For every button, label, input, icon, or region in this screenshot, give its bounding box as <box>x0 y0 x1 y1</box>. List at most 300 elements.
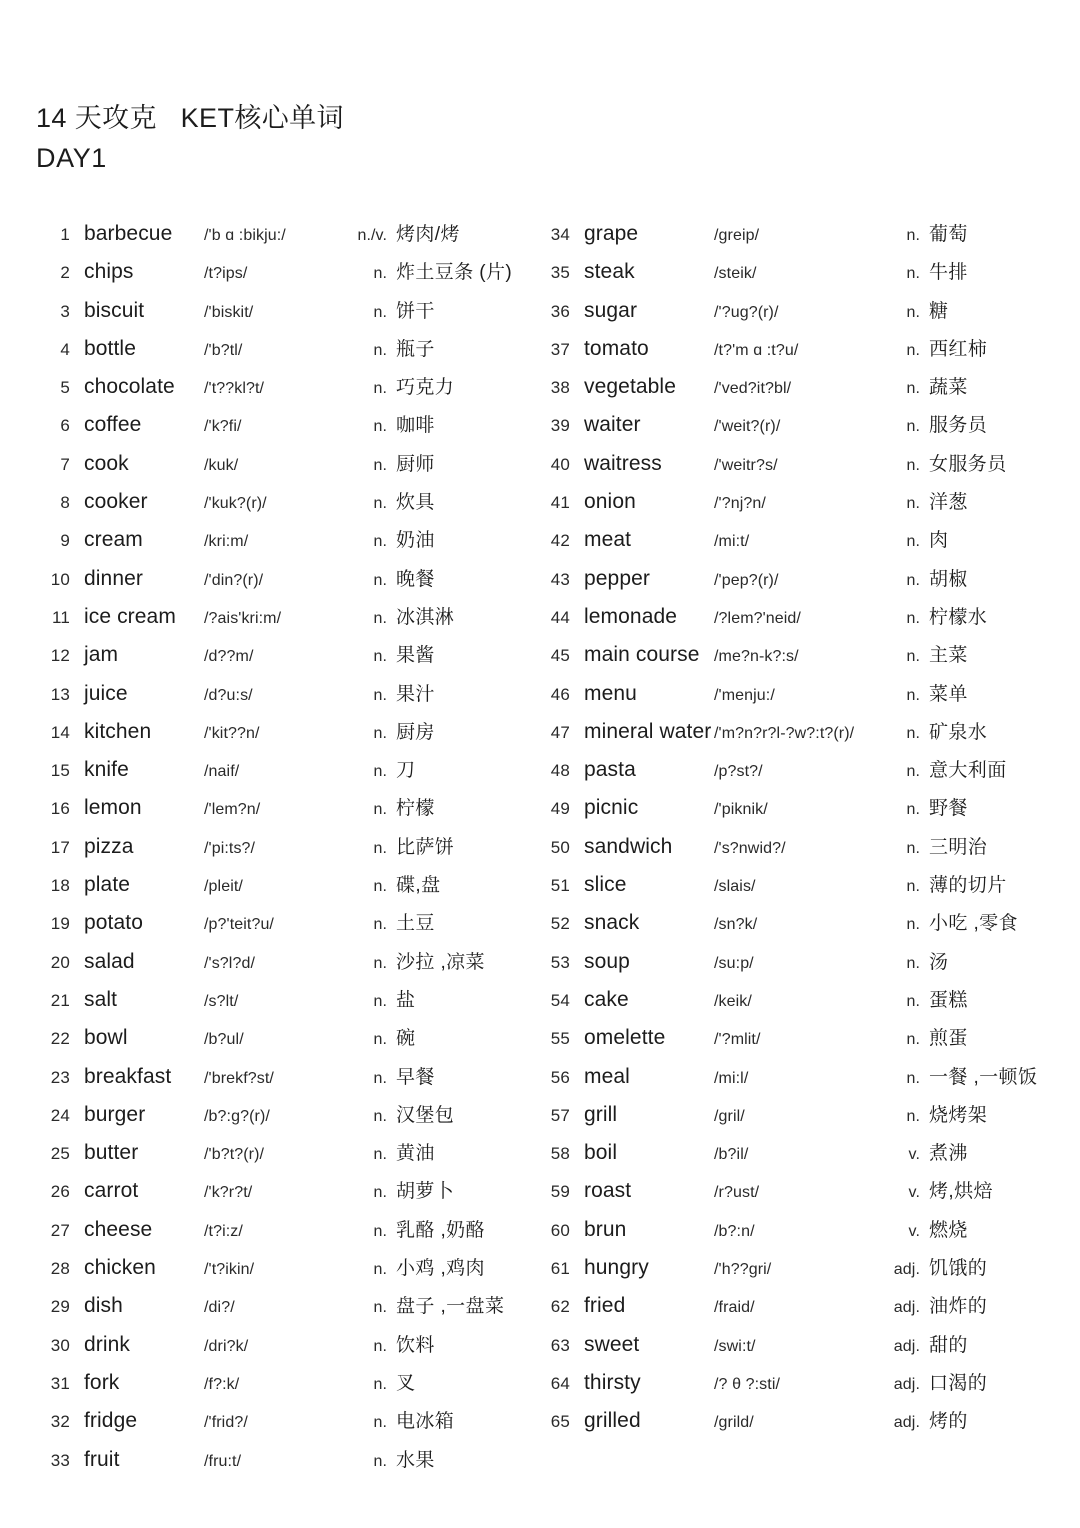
vocabulary-row <box>36 1330 536 1368</box>
vocabulary-row <box>536 372 1056 410</box>
vocabulary-row <box>36 1062 536 1100</box>
entry-phonetic: /fru:t/ <box>204 1452 242 1470</box>
entry-word: dish <box>84 1294 123 1318</box>
entry-number: 54 <box>550 990 570 1010</box>
entry-phonetic: /b?il/ <box>714 1146 749 1164</box>
entry-part-of-speech: n. <box>906 495 920 513</box>
entry-part-of-speech: n. <box>906 1107 920 1125</box>
entry-word: mineral water <box>584 719 712 743</box>
entry-phonetic: /?lem?'neid/ <box>714 609 801 627</box>
entry-number: 1 <box>60 225 70 244</box>
entry-meaning: 糖 <box>929 300 949 322</box>
entry-phonetic: /'s?nwid?/ <box>714 839 786 857</box>
entry-phonetic: /kri:m/ <box>204 533 249 551</box>
entry-meaning: 饥饿的 <box>929 1258 988 1280</box>
entry-phonetic: /keik/ <box>714 992 752 1010</box>
entry-number: 44 <box>550 607 570 627</box>
entry-word: carrot <box>84 1179 139 1203</box>
entry-part-of-speech: v. <box>908 1184 920 1202</box>
entry-phonetic: /fraid/ <box>714 1299 755 1317</box>
entry-part-of-speech: n. <box>373 724 387 742</box>
entry-meaning: 油炸的 <box>929 1296 988 1318</box>
entry-phonetic: /'?ug?(r)/ <box>714 303 779 321</box>
entry-phonetic: /b?:n/ <box>714 1222 755 1240</box>
vocabulary-row <box>536 334 1056 372</box>
entry-part-of-speech: n. <box>373 380 387 398</box>
entry-phonetic: /swi:t/ <box>714 1337 756 1355</box>
vocabulary-row <box>36 1406 536 1444</box>
entry-word: salad <box>84 949 135 973</box>
entry-phonetic: /dri?k/ <box>204 1337 249 1355</box>
vocabulary-row <box>536 755 1056 793</box>
entry-word: cheese <box>84 1217 153 1241</box>
entry-word: soup <box>584 949 630 973</box>
vocabulary-row <box>36 1445 536 1483</box>
entry-part-of-speech: n. <box>906 380 920 398</box>
entry-part-of-speech: n. <box>373 801 387 819</box>
entry-number: 17 <box>50 837 70 857</box>
entry-phonetic: /t?ips/ <box>204 265 248 283</box>
entry-phonetic: /grild/ <box>714 1414 754 1432</box>
entry-word: fork <box>84 1370 120 1394</box>
entry-number: 42 <box>550 531 570 551</box>
entry-phonetic: /'b?t?(r)/ <box>204 1146 265 1164</box>
entry-meaning: 煮沸 <box>929 1143 968 1165</box>
entry-phonetic: /'?mlit/ <box>714 1031 761 1049</box>
vocabulary-row <box>536 257 1056 295</box>
entry-part-of-speech: adj. <box>893 1414 920 1432</box>
entry-word: salt <box>84 987 118 1011</box>
vocabulary-row <box>36 1100 536 1138</box>
entry-number: 38 <box>550 378 570 398</box>
entry-part-of-speech: n. <box>906 763 920 781</box>
entry-number: 19 <box>50 914 70 934</box>
entry-number: 56 <box>550 1067 570 1087</box>
vocabulary-row <box>36 1138 536 1176</box>
entry-part-of-speech: v. <box>908 1222 920 1240</box>
entry-word: hungry <box>584 1256 649 1280</box>
entry-number: 15 <box>50 761 70 781</box>
entry-part-of-speech: n. <box>373 1184 387 1202</box>
vocabulary-row <box>36 487 536 525</box>
document-title-block <box>36 98 736 178</box>
entry-number: 14 <box>50 722 70 742</box>
vocabulary-row <box>536 679 1056 717</box>
entry-word: kitchen <box>84 719 152 743</box>
entry-word: lemonade <box>584 604 678 628</box>
entry-number: 32 <box>50 1412 70 1432</box>
vocabulary-row <box>536 870 1056 908</box>
entry-part-of-speech: n. <box>373 1222 387 1240</box>
entry-meaning: 葡萄 <box>929 224 968 245</box>
entry-part-of-speech: n. <box>906 609 920 627</box>
entry-number: 53 <box>550 952 570 972</box>
entry-part-of-speech: n. <box>373 456 387 474</box>
entry-meaning: 服务员 <box>929 415 988 437</box>
entry-meaning: 巧克力 <box>396 377 455 399</box>
entry-number: 31 <box>50 1373 70 1393</box>
entry-word: omelette <box>584 1026 666 1050</box>
entry-number: 60 <box>550 1220 570 1240</box>
entry-word: burger <box>84 1102 146 1126</box>
vocabulary-row <box>36 679 536 717</box>
vocabulary-row <box>536 1291 1056 1329</box>
entry-meaning: 烤的 <box>929 1411 968 1433</box>
entry-number: 13 <box>50 684 70 704</box>
entry-number: 62 <box>550 1297 570 1317</box>
entry-number: 34 <box>550 225 570 244</box>
entry-word: cooker <box>84 490 148 514</box>
entry-number: 39 <box>550 416 570 436</box>
entry-part-of-speech: n. <box>373 1375 387 1393</box>
entry-part-of-speech: n. <box>906 801 920 819</box>
entry-number: 2 <box>60 263 70 283</box>
entry-part-of-speech: n. <box>906 1069 920 1087</box>
entry-phonetic: /'b ɑ :bikju:/ <box>204 227 286 244</box>
entry-word: plate <box>84 873 131 897</box>
entry-phonetic: /b?ul/ <box>204 1031 244 1049</box>
entry-word: cream <box>84 528 143 552</box>
vocabulary-row <box>36 449 536 487</box>
entry-part-of-speech: n. <box>373 878 387 896</box>
entry-meaning: 冰淇淋 <box>396 606 455 628</box>
entry-phonetic: /'pi:ts?/ <box>204 839 256 857</box>
entry-phonetic: /mi:t/ <box>714 533 750 551</box>
entry-meaning: 小吃 ,零食 <box>929 913 1018 935</box>
entry-word: waiter <box>584 413 641 437</box>
vocabulary-row <box>36 296 536 334</box>
entry-part-of-speech: n. <box>906 533 920 551</box>
entry-number: 61 <box>550 1259 570 1279</box>
entry-number: 29 <box>50 1297 70 1317</box>
vocabulary-row <box>536 1368 1056 1406</box>
entry-word: boil <box>584 1141 618 1165</box>
entry-number: 58 <box>550 1144 570 1164</box>
entry-phonetic: /me?n-k?:s/ <box>714 648 799 666</box>
vocabulary-row <box>36 1253 536 1291</box>
entry-part-of-speech: n. <box>906 686 920 704</box>
entry-meaning: 乳酪 ,奶酪 <box>396 1219 485 1241</box>
entry-meaning: 叉 <box>396 1372 416 1394</box>
entry-number: 36 <box>550 301 570 321</box>
vocabulary-row <box>536 1176 1056 1214</box>
entry-word: menu <box>584 681 637 705</box>
entry-meaning: 甜的 <box>929 1334 968 1356</box>
entry-number: 51 <box>550 876 570 896</box>
vocabulary-row <box>536 1023 1056 1061</box>
entry-meaning: 汤 <box>929 951 949 973</box>
entry-part-of-speech: n. <box>906 992 920 1010</box>
entry-phonetic: /'piknik/ <box>714 801 768 819</box>
entry-phonetic: /'t?ikin/ <box>204 1261 255 1279</box>
vocabulary-row <box>536 985 1056 1023</box>
vocabulary-row <box>536 602 1056 640</box>
entry-word: meal <box>584 1064 630 1088</box>
entry-phonetic: /b?:g?(r)/ <box>204 1107 270 1125</box>
entry-phonetic: /'frid?/ <box>204 1414 248 1432</box>
entry-part-of-speech: n. <box>373 1107 387 1125</box>
entry-part-of-speech: adj. <box>893 1375 920 1393</box>
entry-part-of-speech: n. <box>906 878 920 896</box>
vocabulary-row <box>36 717 536 755</box>
entry-number: 10 <box>50 569 70 589</box>
entry-number: 11 <box>51 607 70 627</box>
entry-number: 35 <box>550 263 570 283</box>
entry-word: main course <box>584 643 700 667</box>
vocabulary-row <box>36 832 536 870</box>
vocabulary-row <box>536 1215 1056 1253</box>
entry-number: 21 <box>50 990 70 1010</box>
entry-meaning: 土豆 <box>396 913 435 935</box>
entry-number: 41 <box>550 493 570 513</box>
entry-meaning: 主菜 <box>929 645 968 667</box>
entry-phonetic: /t?i:z/ <box>204 1222 243 1240</box>
entry-number: 6 <box>60 416 70 436</box>
entry-meaning: 晚餐 <box>396 568 435 590</box>
entry-word: grape <box>584 222 639 245</box>
vocabulary-row <box>536 525 1056 563</box>
entry-meaning: 煎蛋 <box>929 1028 968 1050</box>
vocabulary-row <box>536 793 1056 831</box>
entry-number: 65 <box>550 1412 570 1432</box>
day-heading: DAY1 <box>36 143 107 173</box>
vocabulary-row <box>36 908 536 946</box>
vocabulary-column-left <box>36 219 536 1483</box>
entry-number: 59 <box>550 1182 570 1202</box>
entry-phonetic: /di?/ <box>204 1299 235 1317</box>
entry-phonetic: /'k?fi/ <box>204 418 242 436</box>
entry-meaning: 水果 <box>396 1449 435 1471</box>
entry-meaning: 瓶子 <box>396 338 435 360</box>
entry-meaning: 炸土豆条 (片) <box>396 262 513 284</box>
entry-meaning: 比萨饼 <box>396 836 455 858</box>
entry-number: 55 <box>550 1029 570 1049</box>
entry-number: 20 <box>50 952 70 972</box>
entry-word: coffee <box>84 413 142 437</box>
entry-meaning: 饮料 <box>396 1334 435 1356</box>
entry-part-of-speech: n. <box>373 1414 387 1432</box>
entry-word: chicken <box>84 1256 156 1280</box>
entry-part-of-speech: adj. <box>893 1337 920 1355</box>
entry-meaning: 烤肉/烤 <box>396 224 460 245</box>
vocabulary-row <box>36 410 536 448</box>
vocabulary-row <box>36 793 536 831</box>
entry-number: 63 <box>550 1335 570 1355</box>
entry-meaning: 洋葱 <box>929 492 968 514</box>
vocabulary-row <box>536 219 1056 257</box>
entry-part-of-speech: n. <box>373 1031 387 1049</box>
vocabulary-row <box>36 1023 536 1061</box>
entry-phonetic: /?ais'kri:m/ <box>204 609 282 627</box>
entry-number: 30 <box>50 1335 70 1355</box>
entry-word: tomato <box>584 336 649 360</box>
vocabulary-row <box>36 334 536 372</box>
entry-word: drink <box>84 1332 131 1356</box>
entry-number: 50 <box>550 837 570 857</box>
entry-meaning: 矿泉水 <box>929 721 988 743</box>
entry-phonetic: /s?lt/ <box>204 992 239 1010</box>
entry-meaning: 碟,盘 <box>396 875 441 897</box>
entry-part-of-speech: n. <box>373 1337 387 1355</box>
entry-part-of-speech: n. <box>373 954 387 972</box>
entry-meaning: 果汁 <box>396 683 435 705</box>
entry-number: 47 <box>550 722 570 742</box>
entry-word: steak <box>584 260 635 284</box>
entry-meaning: 三明治 <box>929 836 988 858</box>
entry-meaning: 口渴的 <box>929 1372 988 1394</box>
entry-word: roast <box>584 1179 632 1203</box>
vocabulary-row <box>536 564 1056 602</box>
vocabulary-column-right <box>536 219 1056 1445</box>
entry-phonetic: /greip/ <box>714 227 760 244</box>
entry-meaning: 蛋糕 <box>929 989 968 1011</box>
entry-phonetic: /p?st?/ <box>714 763 763 781</box>
vocabulary-row <box>536 1406 1056 1444</box>
entry-phonetic: /? θ ?:sti/ <box>714 1375 781 1393</box>
entry-phonetic: /r?ust/ <box>714 1184 760 1202</box>
entry-number: 5 <box>60 378 70 398</box>
entry-meaning: 电冰箱 <box>396 1411 455 1433</box>
entry-meaning: 柠檬水 <box>929 606 988 628</box>
entry-number: 16 <box>50 799 70 819</box>
entry-word: meat <box>584 528 632 552</box>
entry-part-of-speech: n. <box>373 763 387 781</box>
entry-phonetic: /'t??kl?t/ <box>204 380 265 398</box>
entry-part-of-speech: n. <box>373 992 387 1010</box>
entry-phonetic: /mi:l/ <box>714 1069 749 1087</box>
entry-number: 37 <box>550 339 570 359</box>
entry-meaning: 汉堡包 <box>396 1104 455 1126</box>
entry-meaning: 燃烧 <box>929 1219 968 1241</box>
entry-number: 23 <box>50 1067 70 1087</box>
entry-number: 49 <box>550 799 570 819</box>
entry-part-of-speech: n. <box>906 265 920 283</box>
entry-part-of-speech: n. <box>373 533 387 551</box>
entry-word: onion <box>584 490 636 514</box>
entry-word: sandwich <box>584 834 673 858</box>
entry-part-of-speech: n. <box>906 648 920 666</box>
entry-part-of-speech: n./v. <box>357 227 387 244</box>
entry-phonetic: /'weit?(r)/ <box>714 418 781 436</box>
entry-part-of-speech: n. <box>373 1146 387 1164</box>
entry-phonetic: /'menju:/ <box>714 686 775 704</box>
entry-phonetic: /'brekf?st/ <box>204 1069 274 1087</box>
vocabulary-row <box>36 947 536 985</box>
entry-meaning: 烤,烘焙 <box>929 1181 993 1203</box>
entry-part-of-speech: n. <box>373 916 387 934</box>
entry-word: sweet <box>584 1332 640 1356</box>
entry-phonetic: /'m?n?r?l-?w?:t?(r)/ <box>714 724 855 742</box>
entry-number: 28 <box>50 1259 70 1279</box>
vocabulary-row <box>36 1215 536 1253</box>
entry-part-of-speech: n. <box>373 1261 387 1279</box>
entry-phonetic: /t?'m ɑ :t?u/ <box>714 341 799 359</box>
entry-part-of-speech: n. <box>373 495 387 513</box>
entry-meaning: 小鸡 ,鸡肉 <box>396 1258 485 1280</box>
entry-phonetic: /p?'teit?u/ <box>204 916 274 934</box>
entry-meaning: 果酱 <box>396 645 435 667</box>
entry-number: 8 <box>60 493 70 513</box>
entry-part-of-speech: n. <box>906 954 920 972</box>
page-title: 14 天攻克 KET核心单词 <box>36 103 344 133</box>
entry-meaning: 柠檬 <box>396 798 435 820</box>
entry-part-of-speech: n. <box>906 916 920 934</box>
entry-word: pepper <box>584 566 650 590</box>
entry-number: 18 <box>50 876 70 896</box>
vocabulary-row <box>36 640 536 678</box>
entry-meaning: 蔬菜 <box>929 377 968 399</box>
entry-meaning: 盐 <box>396 989 416 1011</box>
entry-part-of-speech: n. <box>373 1069 387 1087</box>
vocabulary-row <box>536 832 1056 870</box>
entry-number: 4 <box>60 339 70 359</box>
entry-part-of-speech: n. <box>373 418 387 436</box>
entry-number: 64 <box>550 1373 570 1393</box>
entry-word: fridge <box>84 1409 138 1433</box>
entry-part-of-speech: n. <box>906 724 920 742</box>
entry-word: picnic <box>584 796 639 820</box>
entry-word: bowl <box>84 1026 128 1050</box>
entry-phonetic: /'?nj?n/ <box>714 495 766 513</box>
entry-part-of-speech: n. <box>906 227 920 244</box>
entry-part-of-speech: n. <box>373 1299 387 1317</box>
entry-meaning: 刀 <box>396 760 416 782</box>
entry-meaning: 意大利面 <box>929 760 1007 782</box>
entry-part-of-speech: n. <box>373 1452 387 1470</box>
entry-number: 24 <box>50 1105 70 1125</box>
entry-word: dinner <box>84 566 143 590</box>
entry-part-of-speech: n. <box>373 303 387 321</box>
entry-number: 40 <box>550 454 570 474</box>
vocabulary-row <box>536 410 1056 448</box>
vocabulary-row <box>36 870 536 908</box>
entry-word: cook <box>84 451 129 475</box>
entry-phonetic: /'lem?n/ <box>204 801 261 819</box>
entry-phonetic: /'din?(r)/ <box>204 571 264 589</box>
entry-word: juice <box>84 681 128 705</box>
entry-part-of-speech: n. <box>373 839 387 857</box>
entry-number: 43 <box>550 569 570 589</box>
entry-word: jam <box>84 643 119 667</box>
entry-phonetic: /d?u:s/ <box>204 686 253 704</box>
vocabulary-row <box>536 1253 1056 1291</box>
vocabulary-row <box>36 755 536 793</box>
entry-phonetic: /sn?k/ <box>714 916 758 934</box>
entry-word: cake <box>584 987 629 1011</box>
entry-word: lemon <box>84 796 142 820</box>
vocabulary-row <box>536 1100 1056 1138</box>
entry-meaning: 胡萝卜 <box>396 1181 455 1203</box>
entry-meaning: 饼干 <box>396 300 435 322</box>
entry-word: barbecue <box>84 222 173 245</box>
entry-meaning: 肉 <box>929 530 949 552</box>
entry-part-of-speech: n. <box>906 456 920 474</box>
vocabulary-row <box>536 1138 1056 1176</box>
entry-meaning: 胡椒 <box>929 568 968 590</box>
entry-phonetic: /kuk/ <box>204 456 239 474</box>
entry-part-of-speech: n. <box>373 265 387 283</box>
entry-part-of-speech: n. <box>906 303 920 321</box>
entry-word: breakfast <box>84 1064 172 1088</box>
entry-number: 9 <box>60 531 70 551</box>
entry-meaning: 沙拉 ,凉菜 <box>396 951 485 973</box>
entry-word: pasta <box>584 758 636 782</box>
vocabulary-row <box>36 602 536 640</box>
entry-phonetic: /'kuk?(r)/ <box>204 495 267 513</box>
vocabulary-row <box>536 1062 1056 1100</box>
entry-meaning: 咖啡 <box>396 415 435 437</box>
entry-word: thirsty <box>584 1370 641 1394</box>
